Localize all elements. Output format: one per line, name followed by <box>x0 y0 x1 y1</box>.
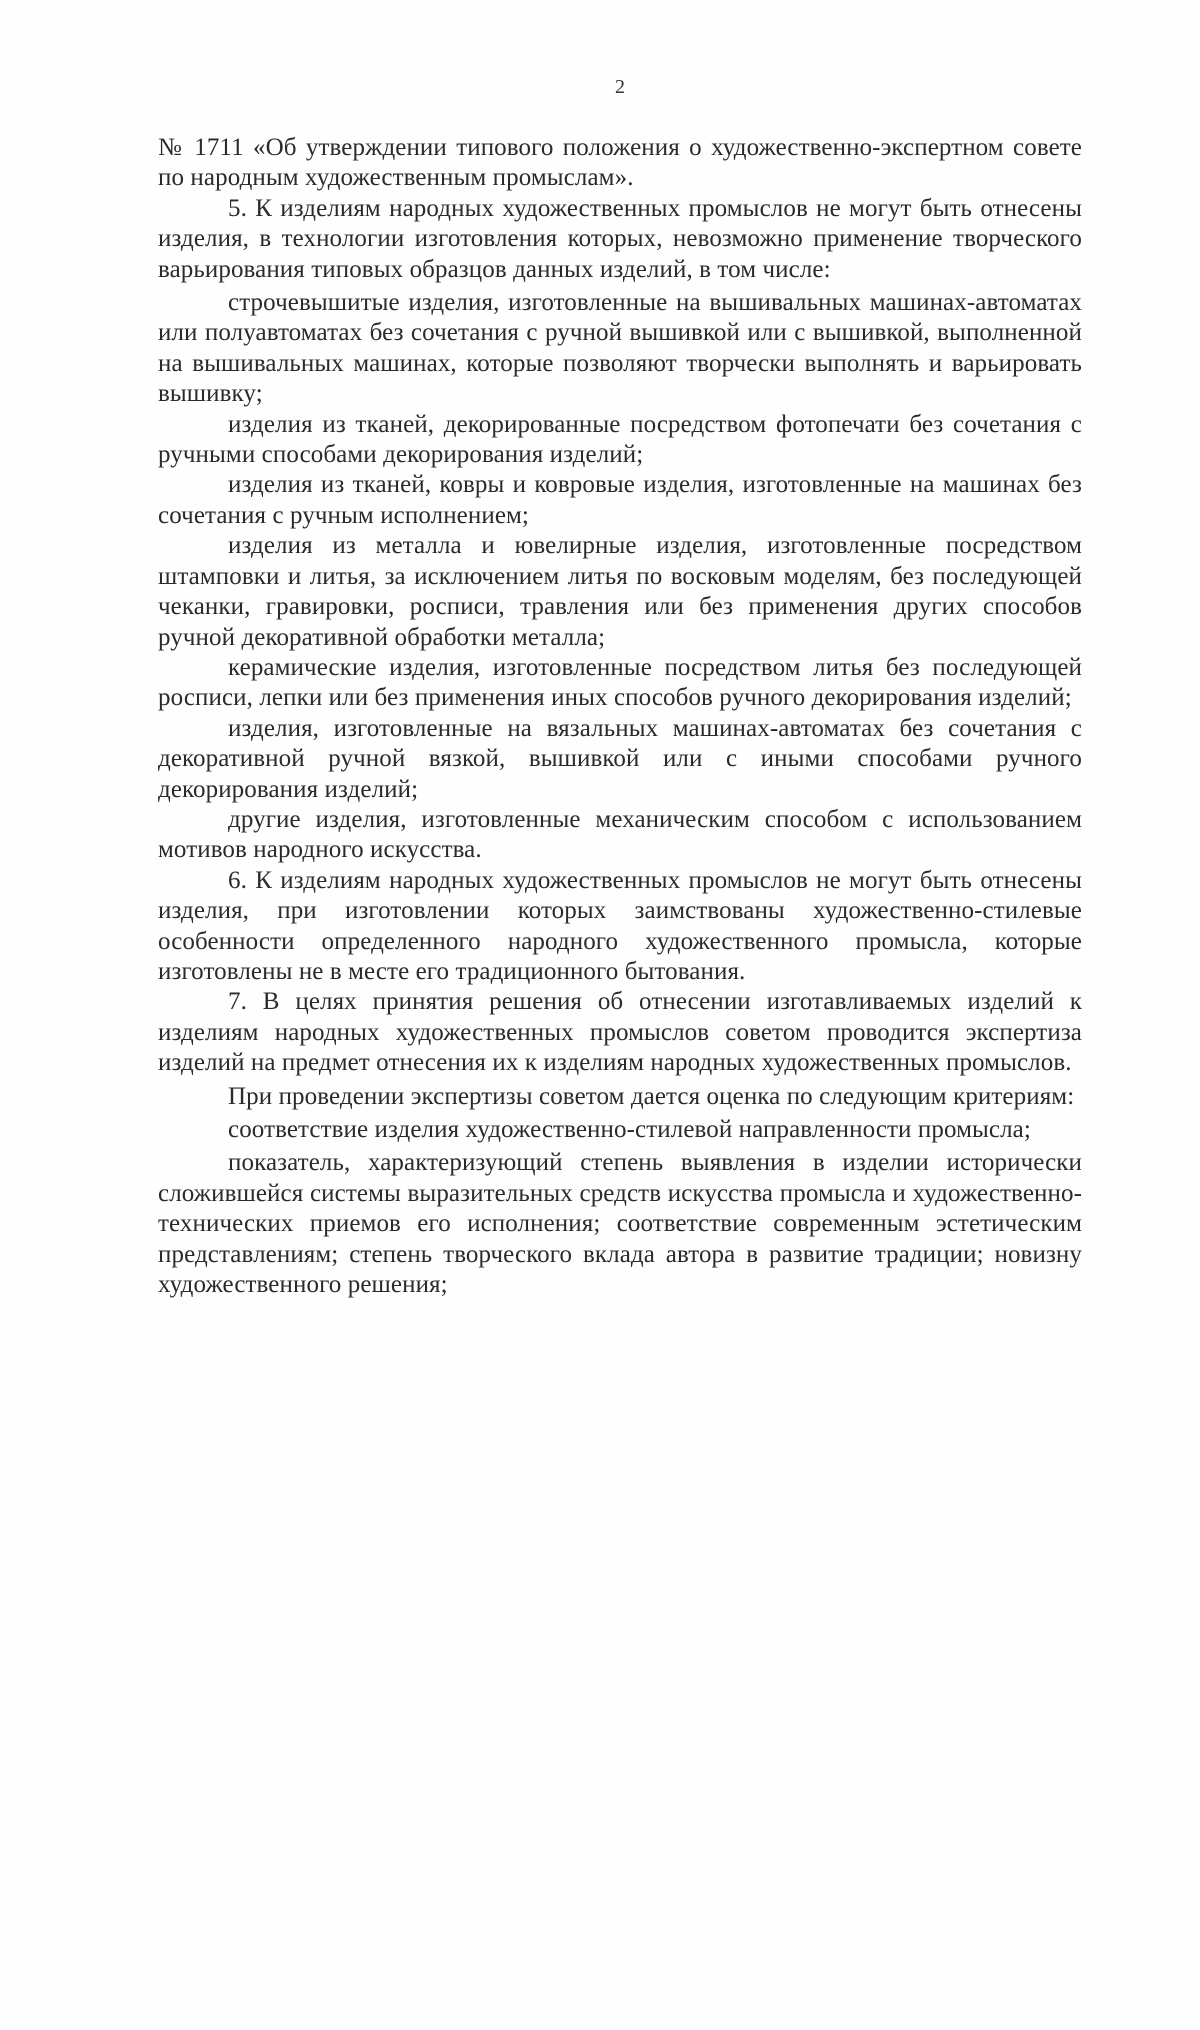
list-item: керамические изделия, изготовленные посредством литья без последующей росписи, лепки или без применения иных способов ручного декорирования изделий; <box>158 653 1082 712</box>
list-item: другие изделия, изготовленные механическим способом с использованием мотивов народного искусства. <box>158 805 1082 864</box>
paragraph-item-5: 5. К изделиям народных художественных промыслов не могут быть отнесены изделия, в технологии изготовления которых, невозможно применение творческого варьирования типовых образцов данных изделий, в том числе: <box>158 194 1082 283</box>
page-number: 2 <box>615 76 625 98</box>
paragraph-item-6: 6. К изделиям народных художественных промыслов не могут быть отнесены изделия, при изготовлении которых заимствованы художественно-стилевые особенности определенного народного художественного промысла, которые изготовлены не в месте его традиционного бытования. <box>158 866 1082 985</box>
paragraph-criteria-intro: При проведении экспертизы советом дается оценка по следующим критериям: <box>228 1082 1075 1110</box>
list-item: изделия, изготовленные на вязальных машинах-автоматах без сочетания с декоративной ручной вязкой, вышивкой или с иными способами ручного декорирования изделий; <box>158 714 1082 803</box>
paragraph-reference: № 1711 «Об утверждении типового положения о художественно-экспертном совете по народным художественным промыслам». <box>158 134 1082 192</box>
paragraph-item-7: 7. В целях принятия решения об отнесении изготавливаемых изделий к изделиям народных художественных промыслов советом проводится экспертиза изделий на предмет отнесения их к изделиям народных художественных промыслов. <box>158 988 1082 1077</box>
list-item: показатель, характеризующий степень выявления в изделии исторически сложившейся системы выразительных средств искусства промысла и художественно-технических приемов его исполнения; соответствие современным эстетическим представлениям; степень творческого вклада автора в развитие традиции; новизну художественного решения; <box>158 1149 1082 1299</box>
list-item: изделия из тканей, ковры и ковровые изделия, изготовленные на машинах без сочетания с ручным исполнением; <box>158 471 1082 529</box>
list-item: изделия из металла и ювелирные изделия, изготовленные посредством штамповки и литья, за исключением литья по восковым моделям, без последующей чеканки, гравировки, росписи, травления или без применения других способов ручной декоративной обработки металла; <box>158 532 1082 651</box>
list-item: строчевышитые изделия, изготовленные на вышивальных машинах-автоматах или полуавтоматах без сочетания с ручной вышивкой или с вышивкой, выполненной на вышивальных машинах, которые позволяют творчески выполнять и варьировать вышивку; <box>158 289 1082 408</box>
list-item: изделия из тканей, декорированные посредством фотопечати без сочетания с ручными способами декорирования изделий; <box>158 410 1082 469</box>
list-item: соответствие изделия художественно-стилевой направленности промысла; <box>228 1116 1031 1143</box>
document-body <box>158 133 1082 1300</box>
